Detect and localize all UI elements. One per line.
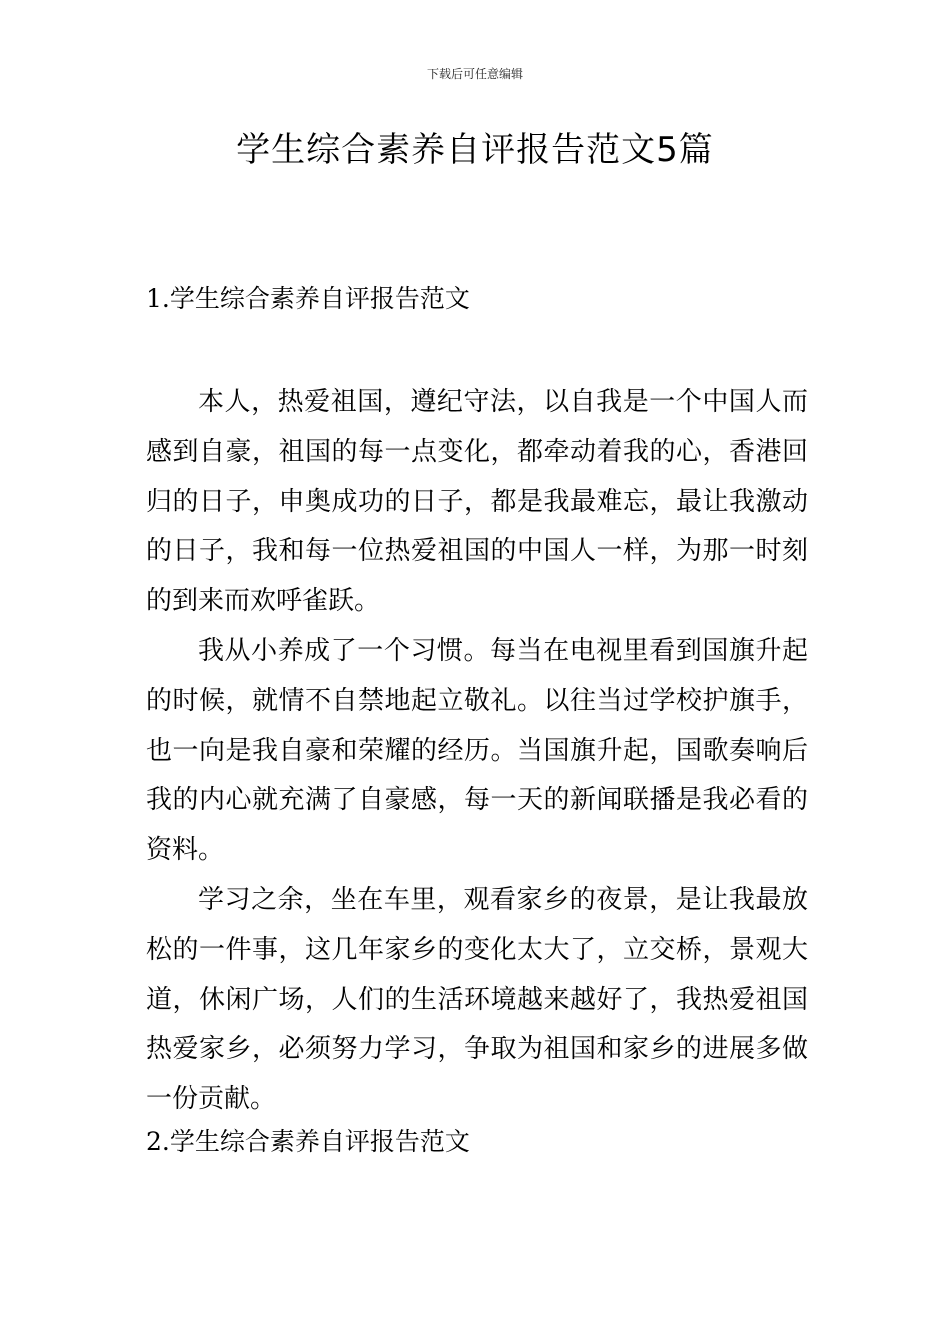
paragraph-3: 学习之余，坐在车里，观看家乡的夜景，是让我最放松的一件事，这几年家乡的变化太大了，立交桥，景观大道，休闲广场，人们的生活环境越来越好了，我热爱祖国热爱家乡，必须努力学习，争取为祖国和家乡的进展多做一份贡献。 — [146, 884, 808, 1115]
section-heading-2: 2.学生综合素养自评报告范文 — [146, 1127, 470, 1156]
section-heading-1: 1.学生综合素养自评报告范文 — [146, 284, 470, 313]
paragraph-1: 本人，热爱祖国，遵纪守法，以自我是一个中国人而感到自豪，祖国的每一点变化，都牵动着我的心，香港回归的日子，申奥成功的日子，都是我最难忘，最让我激动的日子，我和每一位热爱祖国的中国人一样，为那一时刻的到来而欢呼雀跃。 — [146, 387, 808, 617]
paragraph-2: 我从小养成了一个习惯。每当在电视里看到国旗升起的时候，就情不自禁地起立敬礼。以往当过学校护旗手，也一向是我自豪和荣耀的经历。当国旗升起，国歌奏响后我的内心就充满了自豪感，每一天的新闻联播是我必看的资料。 — [146, 635, 808, 866]
document-title: 学生综合素养自评报告范文5篇 — [236, 130, 714, 170]
header-note: 下载后可任意编辑 — [426, 67, 523, 81]
section-1-body — [146, 378, 808, 1125]
